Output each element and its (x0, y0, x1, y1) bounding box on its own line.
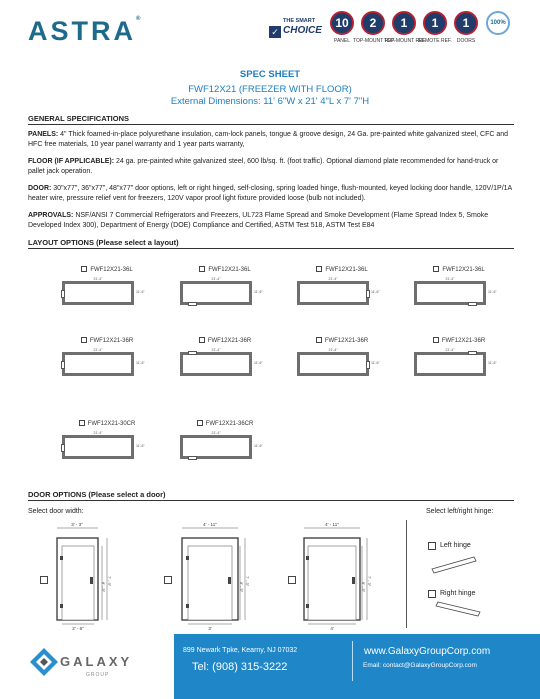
layout-door-marker (366, 361, 370, 369)
layout-floorplan (62, 435, 134, 459)
layout-option-label: FWF12X21-36L (297, 266, 387, 273)
left-hinge-label: Left hinge (440, 542, 471, 549)
layout-length-dim: 21'-4" (93, 277, 103, 281)
door-width-label: Select door width: (28, 508, 84, 515)
layout-width-dim: 11'-6" (488, 290, 497, 294)
approvals-spec: APPROVALS: NSF/ANSI 7 Commercial Refrigerators and Freezers, UL723 Flame Spread and Smoke Development (Flame Spread Index 5, Smoke Developed Index 300), Department of Energy (DOE) Compliance and Certified, ASTM Test 518, ASTM Test E84 (28, 212, 489, 229)
hinge-label: Select left/right hinge: (426, 508, 494, 515)
warranty-badge-topmount-2: 2 TOP-MOUNT REF. (359, 11, 387, 44)
footer-website-link[interactable]: www.GalaxyGroupCorp.com (364, 646, 491, 657)
layout-length-dim: 21'-4" (445, 277, 455, 281)
svg-text:4' - 11": 4' - 11" (325, 522, 339, 527)
door-width-checkbox-1[interactable] (40, 576, 48, 584)
layout-door-marker (61, 444, 65, 452)
layout-width-dim: 11'-6" (136, 361, 145, 365)
layout-checkbox[interactable] (199, 266, 205, 272)
left-hinge-icon (430, 555, 490, 575)
panels-spec: PANELS: 4" Thick foamed-in-place polyurethane insulation, cam-lock panels, tongue & groove design, 24 Ga. pre-painted white galvanized steel, CFC and HFC free materials, 10 year panel warranty and 1 year parts warranty, (28, 131, 509, 148)
layout-option[interactable] (297, 337, 387, 397)
svg-text:7' - 3": 7' - 3" (107, 576, 112, 587)
door1-top-dim: 3' - 3" (71, 522, 83, 527)
layout-door-marker (188, 302, 197, 306)
layout-length-dim: 21'-4" (93, 431, 103, 435)
layout-option[interactable] (180, 337, 270, 397)
layout-door-marker (366, 290, 370, 298)
layout-option-label: FWF12X21-30CR (62, 420, 152, 427)
external-dimensions: External Dimensions: 11' 6"W x 21' 4"L x 7' 7"H (170, 96, 370, 107)
layout-length-dim: 21'-4" (328, 348, 338, 352)
svg-text:3': 3' (208, 626, 212, 631)
layout-option[interactable] (62, 266, 152, 326)
page-title: SPEC SHEET (239, 69, 301, 80)
door-options-heading: DOOR OPTIONS (Please select a door) (28, 490, 514, 501)
layout-door-marker (61, 361, 65, 369)
layout-option-label: FWF12X21-36L (62, 266, 152, 273)
layout-length-dim: 21'-4" (445, 348, 455, 352)
layout-option[interactable] (180, 420, 270, 480)
layout-checkbox[interactable] (199, 337, 205, 343)
svg-text:4': 4' (330, 626, 334, 631)
check-icon: ✓ (269, 26, 281, 38)
warranty-badge-doors: 1 DOORS (452, 11, 480, 44)
layout-checkbox[interactable] (316, 337, 322, 343)
layout-floorplan (62, 352, 134, 376)
layout-option[interactable] (180, 266, 270, 326)
layout-width-dim: 11'-6" (254, 361, 263, 365)
door-width-checkbox-3[interactable] (288, 576, 296, 584)
page-footer (0, 634, 540, 699)
layout-option-label: FWF12X21-36L (414, 266, 504, 273)
guarantee-badge: 100% (484, 11, 512, 35)
layout-checkbox[interactable] (433, 337, 439, 343)
layout-door-marker (468, 302, 477, 306)
warranty-badge-topmount-1: 1 TOP-MOUNT REF. (390, 11, 418, 44)
warranty-badge-panel: 10 PANEL (328, 11, 356, 44)
layout-door-marker (61, 290, 65, 298)
floor-spec: FLOOR (IF APPLICABLE): 24 ga. pre-painted white galvanized steel, 600 lb/sq. ft. (foot traffic). Optional diamond plate recommended for hand-truck or pallet jack operation. (28, 158, 499, 175)
layout-option-label: FWF12X21-36R (414, 337, 504, 344)
left-hinge-checkbox[interactable] (428, 542, 436, 550)
layout-length-dim: 21'-4" (328, 277, 338, 281)
footer-email-link[interactable]: Email: contact@GalaxyGroupCorp.com (363, 662, 477, 669)
door-drawing-1 (52, 520, 112, 632)
galaxy-logo-icon (28, 646, 60, 678)
door-drawing-3 (300, 520, 370, 632)
layout-option[interactable] (297, 266, 387, 326)
door-width-checkbox-2[interactable] (164, 576, 172, 584)
general-specs-heading: GENERAL SPECIFICATIONS (28, 114, 514, 125)
layout-length-dim: 21'-4" (211, 431, 221, 435)
layout-option-label: FWF12X21-36R (297, 337, 387, 344)
layout-option[interactable] (414, 266, 504, 326)
layout-floorplan (297, 352, 369, 376)
layout-option[interactable] (62, 420, 152, 480)
galaxy-brand: GALAXY (60, 654, 133, 669)
astra-logo: ASTRA® (28, 16, 141, 46)
smart-choice-badge: ✓ THE SMART CHOICE (269, 16, 319, 40)
layout-floorplan (62, 281, 134, 305)
page-header (0, 0, 540, 64)
layout-option-label: FWF12X21-36L (180, 266, 270, 273)
layout-length-dim: 21'-4" (93, 348, 103, 352)
layout-floorplan (180, 352, 252, 376)
layout-floorplan (297, 281, 369, 305)
svg-text:7' - 3": 7' - 3" (367, 576, 372, 587)
right-hinge-label: Right hinge (440, 590, 476, 597)
layout-door-marker (468, 351, 477, 355)
layout-length-dim: 21'-4" (211, 348, 221, 352)
svg-text:2' - 6": 2' - 6" (72, 626, 84, 631)
layout-checkbox[interactable] (197, 420, 203, 426)
layout-width-dim: 11'-6" (371, 290, 380, 294)
layout-width-dim: 11'-6" (136, 290, 145, 294)
footer-phone[interactable]: Tel: (908) 315-3222 (192, 661, 288, 673)
svg-text:6' - 5": 6' - 5" (101, 582, 106, 593)
layout-option-label: FWF12X21-36CR (180, 420, 270, 427)
svg-text:6' - 5": 6' - 5" (239, 582, 244, 593)
door-drawing-2 (178, 520, 248, 632)
svg-text:4' - 11": 4' - 11" (203, 522, 217, 527)
layout-option[interactable] (62, 337, 152, 397)
layout-door-marker (188, 351, 197, 355)
layout-option-label: FWF12X21-36R (180, 337, 270, 344)
layout-width-dim: 11'-6" (136, 444, 145, 448)
footer-divider (352, 641, 353, 681)
door-spec: DOOR: 30"x77", 36"x77", 48"x77" door options, left or right hinged, self-closing, spring loaded hinge, flush-mounted, keyed locking door handle, 120V/1P/1A heater wire, pressure relief vent for freezers, 120V vapor proof light fixture provided loose (bulb not included). (28, 185, 512, 202)
layout-checkbox[interactable] (81, 266, 87, 272)
door-options-divider (406, 520, 407, 628)
layout-floorplan (414, 352, 486, 376)
layout-checkbox[interactable] (79, 420, 85, 426)
svg-text:6' - 5": 6' - 5" (361, 582, 366, 593)
model-name: FWF12X21 (FREEZER WITH FLOOR) (188, 84, 352, 95)
layout-option[interactable] (414, 337, 504, 397)
layout-width-dim: 11'-6" (254, 290, 263, 294)
right-hinge-icon (436, 600, 496, 620)
layout-checkbox[interactable] (316, 266, 322, 272)
right-hinge-checkbox[interactable] (428, 590, 436, 598)
layout-length-dim: 21'-4" (211, 277, 221, 281)
layout-width-dim: 11'-6" (488, 361, 497, 365)
layout-option-label: FWF12X21-36R (62, 337, 152, 344)
layout-checkbox[interactable] (81, 337, 87, 343)
layout-checkbox[interactable] (433, 266, 439, 272)
layout-width-dim: 11'-6" (254, 444, 263, 448)
footer-address: 899 Newark Tpke, Kearny, NJ 07032 (183, 647, 298, 654)
warranty-badge-remote: 1 REMOTE REF. (421, 11, 449, 44)
galaxy-brand-sub: GROUP (86, 672, 110, 678)
layout-door-marker (188, 456, 197, 460)
layout-width-dim: 11'-6" (371, 361, 380, 365)
layout-options-heading: LAYOUT OPTIONS (Please select a layout) (28, 238, 514, 249)
svg-text:7' - 3": 7' - 3" (245, 576, 250, 587)
footer-logo-area (0, 634, 174, 699)
